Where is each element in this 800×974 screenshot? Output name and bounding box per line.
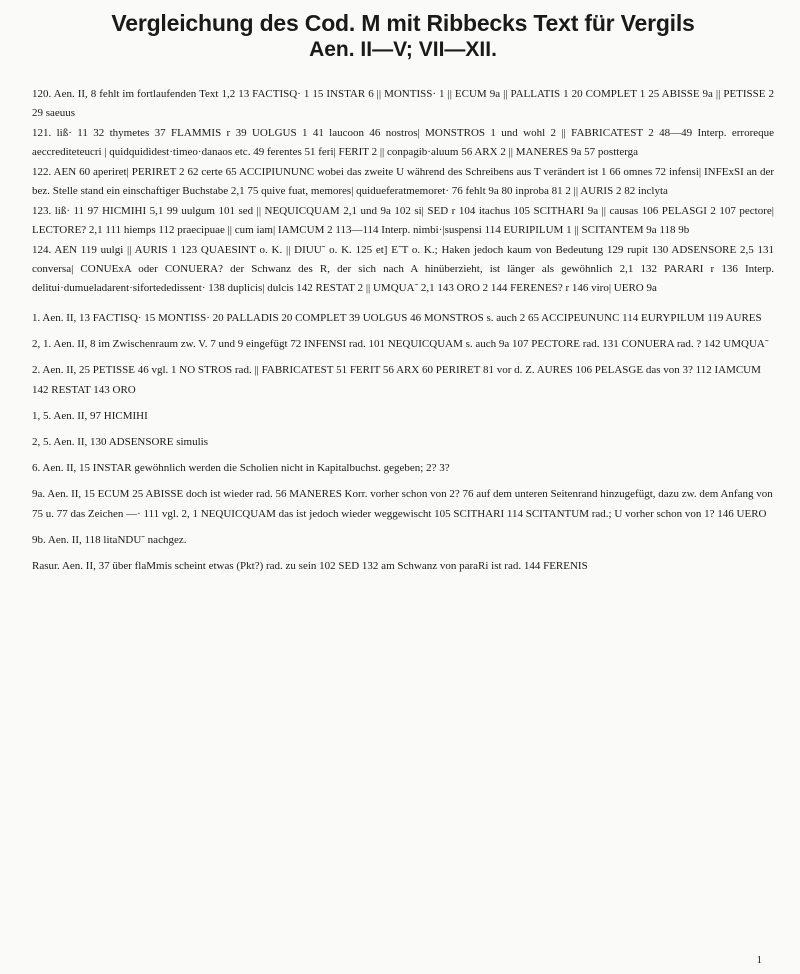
corrector-entry: 2. Aen. II, 25 PETISSE 46 vgl. 1 NO STROS rad. || FABRICATEST 51 FERIT 56 ARX 60 PERIRET 81 vor d. Z. AURES 106 PELASGE das von 3? 112 IAMCUM 142 RESTAT 143 ORO (32, 364, 761, 396)
corrector-entry: 1, 5. Aen. II, 97 HICMIHI (32, 410, 148, 422)
corrector-list (32, 308, 774, 576)
corrector-entry: Rasur. Aen. II, 37 über flaMmis scheint etwas (Pkt?) rad. zu sein 102 SED 132 am Schwanz von paraRi ist rad. 144 FERENIS (32, 560, 588, 572)
corrector-entry: 2, 1. Aen. II, 8 im Zwischenraum zw. V. 7 und 9 eingefügt 72 INFENSI rad. 101 NEQUICQUAM s. auch 9a 107 PECTORE rad. 131 CONUERA rad. ? 142 UMQUA˜ (32, 338, 769, 350)
collation-notes (32, 85, 774, 298)
collation-paragraph: 124. AEN 119 uulgi || AURIS 1 123 QUAESINT o. K. || DIUU˜ o. K. 125 et] E˜T o. K.; Haken jedoch kaum von Bedeutung 129 rupit 130 ADSENSORE 2,5 131 conversa| CONUExA oder CONUERA? der Schwanz des R, der sich nach A hinüberzieht, ist länger als gewöhnlich 2,1 132 PARARI r 136 Interp. delitui·dumueladarent·sifortededissent· 138 duplicis| dulcis 142 RESTAT 2 || UMQUA˜ 2,1 143 ORO 2 144 FERENES? r 146 viro| UERO 9a (32, 244, 774, 294)
corrector-entry: 9b. Aen. II, 118 litaNDU˜ nachgez. (32, 534, 187, 546)
collation-paragraph: 122. AEN 60 aperiret| PERIRET 2 62 certe 65 ACCIPIUNUNC wobei das zweite U während des Schreibens aus T verändert ist 1 66 omnes 72 infensi| INFExSI an der bez. Stelle stand ein einschaftiger Buchstabe 2,1 75 quive fuat, memores| quidueferatmemoret· 76 fehlt 9a 80 inproba 81 2 || AURIS 2 82 inclyta (32, 166, 774, 197)
page-number: 1 (756, 954, 762, 966)
collation-paragraph: 120. Aen. II, 8 fehlt im fortlaufenden Text 1,2 13 FACTISQ· 1 15 INSTAR 6 || MONTISS· 1 || ECUM 9a || PALLATIS 1 20 COMPLET 1 25 ABISSE 9a || PETISSE 2 29 saeuus (32, 88, 774, 119)
page-subtitle: Aen. II—V; VII—XII. (309, 38, 497, 61)
corrector-entry: 2, 5. Aen. II, 130 ADSENSORE simulis (32, 436, 209, 448)
page (32, 0, 774, 582)
corrector-entry: 9a. Aen. II, 15 ECUM 25 ABISSE doch ist wieder rad. 56 MANERES Korr. vorher schon von 2? 76 auf dem unteren Seitenrand hinzugefügt, dazu zw. dem Anfang von 75 u. 77 das Zeichen —· 111 vgl. 2, 1 NEQUICQUAM das ist jedoch wieder weggewischt 105 SCITHARI 114 SCITANTUM rad.; U vorher schon von 1? 146 UERO (32, 488, 773, 520)
collation-paragraph: 123. liß· 11 97 HICMIHI 5,1 99 uulgum 101 sed || NEQUICQUAM 2,1 und 9a 102 si| SED r 104 itachus 105 SCITHARI 9a || causas 106 PELASGI 2 107 pectore| LECTORE? 2,1 111 hiemps 112 praecipuae || cum iam| IAMCUM 2 113—114 Interp. nimbi·|suspensi 114 EURIPILUM 1 || SCITANTEM 9a 118 9b (32, 205, 774, 236)
corrector-entry: 1. Aen. II, 13 FACTISQ· 15 MONTISS· 20 PALLADIS 20 COMPLET 39 UOLGUS 46 MONSTROS s. auch 2 65 ACCIPEUNUNC 114 EURYPILUM 119 AURES (32, 312, 762, 324)
collation-paragraph: 121. liß· 11 32 thymetes 37 FLAMMIS r 39 UOLGUS 1 41 laucoon 46 nostros| MONSTROS 1 und wohl 2 || FABRICATEST 2 48—49 Interp. erroreque aeccrediteteucri | quidquididest·timeo·danaos etc. 49 ferentes 51 feri| FERIT 2 || conpagib·aluum 56 ARX 2 || MANERES 9a 57 postterga (32, 127, 774, 158)
corrector-entry: 6. Aen. II, 15 INSTAR gewöhnlich werden die Scholien nicht in Kapitalbuchst. gegeben; 2? 3? (32, 462, 450, 474)
page-title: Vergleichung des Cod. M mit Ribbecks Text für Vergils (111, 10, 695, 36)
